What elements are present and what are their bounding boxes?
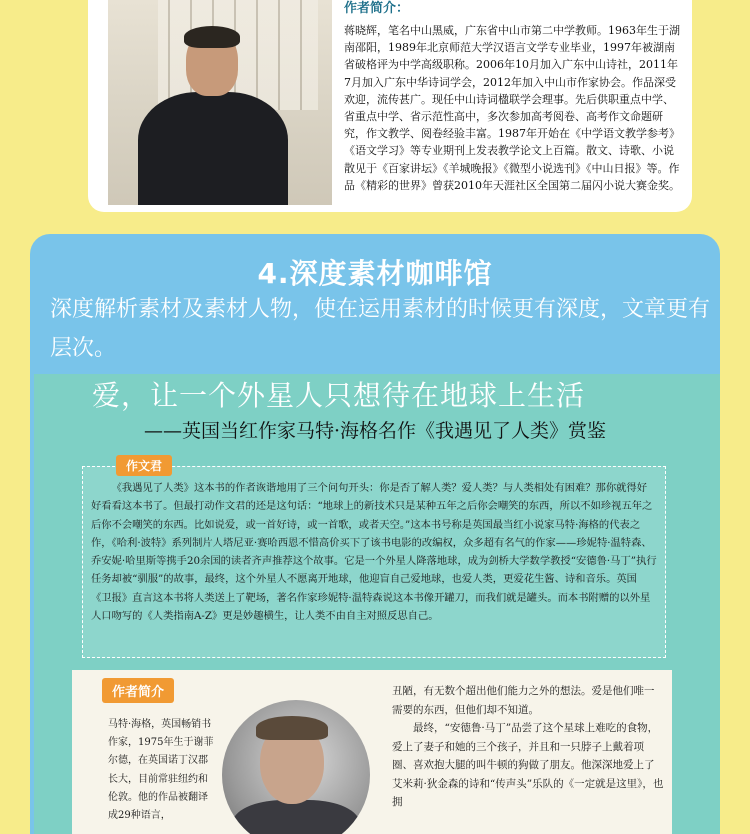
- article-body-column: [392, 682, 664, 812]
- article-subtitle: ——英国当红作家马特·海格名作《我遇见了人类》赏鉴: [144, 420, 607, 442]
- article-title: 爱，让一个外星人只想待在地球上生活: [92, 379, 586, 412]
- top-author-title: 作者简介：: [344, 1, 410, 16]
- person-body: [138, 92, 288, 205]
- top-author-card: [88, 0, 692, 212]
- person-hair: [184, 26, 240, 48]
- author-photo-top: [108, 0, 332, 205]
- author-label: 作者简介: [102, 678, 174, 703]
- section-description: 深度解析素材及素材人物，使在运用素材的时候更有深度，文章更有层次。: [50, 297, 711, 361]
- section-title: 4.深度素材咖啡馆: [257, 257, 493, 290]
- intro-box-label: 作文君: [116, 455, 172, 476]
- article-page: [34, 374, 720, 834]
- author-bio: 马特·海格，英国畅销书作家，1975年生于谢菲尔德，在英国诺丁汉郡长大，目前常驻纽约和伦敦。他的作品被翻译成29种语言，: [108, 719, 214, 822]
- top-author-bio: 蒋晓辉，笔名中山黑威，广东省中山市第二中学教师。1963年生于湖南邵阳，1989年北京师范大学汉语言文学专业毕业，1997年被湖南省破格评为中学高级职称。2006年10月加入广东中山诗社，2011年7月加入广东中华诗词学会，2012年加入中山市作家协会。作品深受欢迎，流传甚广。现任中山诗词楹联学会理事。先后供职重点中学、省重点中学、省示范性高中，多次参加高考阅卷、高考作文命题研究，作文教学、阅卷经验丰富。1987年开始在《中学语文教学参考》《语文学习》等专业期刊上发表教学论文上百篇。散文、诗歌、小说散见于《百家讲坛》《羊城晚报》《微型小说选刊》《中山日报》等。作品《精彩的世界》曾获2010年天涯社区全国第二届闪小说大赛金奖。: [344, 24, 680, 192]
- author-photo-hair: [256, 716, 328, 740]
- author-photo-body: [232, 800, 360, 834]
- article-body-paragraph-1: 丑陋，有无数个超出他们能力之外的想法。爱是他们唯一需要的东西，但他们却不知道。: [392, 685, 655, 716]
- author-photo: [222, 700, 370, 834]
- intro-box: [82, 466, 666, 658]
- top-author-bio-block: [344, 0, 684, 194]
- article-body-paragraph-2: 最终，“安德鲁·马丁”品尝了这个星球上难吃的食物，爱上了妻子和她的三个孩子，并且和一只脖子上戴着项圈、喜欢抱大腿的叫牛顿的狗做了朋友。他深深地爱上了艾米莉·狄金森的诗和“传声头”乐队的《一定就是这里》，也拥: [392, 722, 664, 808]
- intro-box-text: 《我遇见了人类》这本书的作者诙谐地用了三个问句开头：你是否了解人类？爱人类？与人类相处有困难？那你就得好好看看这本书了。但最打动作文君的还是这句话：“地球上的新技术只是某种五年之后你会嘲笑的东西，所以不如珍视五年之后你不会嘲笑的东西。比如说爱，或一首好诗，或一首歌，或者天空。”这本书号称是英国最当红小说家马特·海格的代表之作，《哈利·波特》系列制片人塔尼亚·赛哈西恩不惜高价买下了该书电影的改编权，众多超有名气的作家——珍妮特·温特森、乔安妮·哈里斯等携手20余国的读者齐声推荐这个故事。它是一个外星人降落地球，成为剑桥大学数学教授“安德鲁·马丁”执行任务却被“驯服”的故事，最终，这个外星人不愿离开地球，他迎盲自己爱地球，也爱人类，更爱花生酱、诗和音乐。英国《卫报》直言这本书将人类送上了靶场，著名作家珍妮特·温特森说这本书像开罐刀，而我们就是罐头。而本书附赠的以外星人口吻写的《人类指南A-Z》更是妙趣横生，让人类不由自主对照反思自己。: [91, 482, 657, 623]
- article-lower-section: [72, 670, 672, 834]
- section-panel: [30, 234, 720, 834]
